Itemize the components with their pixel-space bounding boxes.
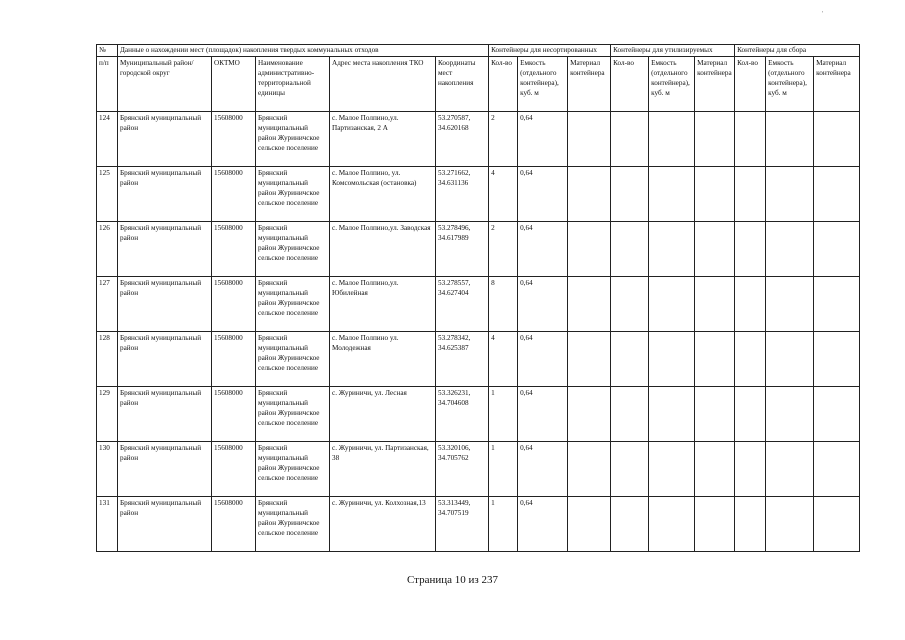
row-number: 128 <box>97 332 118 387</box>
row-collect-count <box>735 497 766 552</box>
row-count: 4 <box>489 332 518 387</box>
row-material <box>568 332 611 387</box>
row-material <box>568 497 611 552</box>
row-oktmo: 15608000 <box>212 112 256 167</box>
row-oktmo: 15608000 <box>212 277 256 332</box>
row-collect-material <box>814 112 860 167</box>
row-material <box>568 222 611 277</box>
row-recycle-material <box>695 442 735 497</box>
row-collect-count <box>735 167 766 222</box>
row-recycle-material <box>695 277 735 332</box>
row-capacity: 0,64 <box>518 222 568 277</box>
row-recycle-capacity <box>649 222 695 277</box>
row-recycle-count <box>611 112 649 167</box>
row-oktmo: 15608000 <box>212 387 256 442</box>
header-group-data: Данные о нахождении мест (площадок) накопления твердых коммунальных отходов <box>118 45 489 57</box>
row-recycle-capacity <box>649 112 695 167</box>
header-capacity: Емкость (отдельного контейнера), куб. м <box>518 57 568 112</box>
row-collect-material <box>814 332 860 387</box>
row-material <box>568 167 611 222</box>
row-collect-material <box>814 222 860 277</box>
row-oktmo: 15608000 <box>212 332 256 387</box>
row-number: 131 <box>97 497 118 552</box>
row-oktmo: 15608000 <box>212 497 256 552</box>
row-count: 2 <box>489 222 518 277</box>
row-count: 1 <box>489 387 518 442</box>
table-row <box>97 497 860 552</box>
row-collect-material <box>814 442 860 497</box>
row-recycle-count <box>611 277 649 332</box>
row-collect-count <box>735 277 766 332</box>
row-recycle-count <box>611 497 649 552</box>
row-count: 1 <box>489 497 518 552</box>
header-capacity: Емкость (отдельного контейнера), куб. м <box>649 57 695 112</box>
header-municipal: Муниципальный район/городской округ <box>118 57 212 112</box>
row-collect-capacity <box>766 222 814 277</box>
row-recycle-material <box>695 167 735 222</box>
row-address: с. Малое Полпино,ул. Юбилейная <box>330 277 436 332</box>
row-collect-capacity <box>766 387 814 442</box>
row-admin-unit: Брянский муниципальный район Журиничское сельское поселение <box>256 332 330 387</box>
table-row <box>97 222 860 277</box>
row-recycle-material <box>695 332 735 387</box>
header-group-recycle: Контейнеры для утилизируемых <box>611 45 735 57</box>
row-address: с. Малое Полпино, ул. Комсомольская (остановка) <box>330 167 436 222</box>
table-row <box>97 332 860 387</box>
header-admin-unit: Наименование административно-территориальной единицы <box>256 57 330 112</box>
row-collect-capacity <box>766 112 814 167</box>
row-oktmo: 15608000 <box>212 222 256 277</box>
row-collect-count <box>735 112 766 167</box>
row-oktmo: 15608000 <box>212 442 256 497</box>
row-admin-unit: Брянский муниципальный район Журиничское сельское поселение <box>256 167 330 222</box>
row-count: 4 <box>489 167 518 222</box>
header-material: Материал контейнера <box>814 57 860 112</box>
row-collect-count <box>735 332 766 387</box>
row-recycle-count <box>611 387 649 442</box>
page-number: Страница 10 из 237 <box>406 574 499 586</box>
row-capacity: 0,64 <box>518 332 568 387</box>
row-collect-capacity <box>766 442 814 497</box>
row-address: с. Малое Полпино,ул. Партизанская, 2 А <box>330 112 436 167</box>
row-count: 8 <box>489 277 518 332</box>
row-oktmo: 15608000 <box>212 167 256 222</box>
row-address: с. Журиничи, ул. Лесная <box>330 387 436 442</box>
row-coordinates: 53.278557, 34.627404 <box>436 277 489 332</box>
table-row <box>97 112 860 167</box>
row-admin-unit: Брянский муниципальный район Журиничское сельское поселение <box>256 222 330 277</box>
row-recycle-count <box>611 222 649 277</box>
row-collect-count <box>735 387 766 442</box>
header-row-2 <box>97 57 860 112</box>
row-admin-unit: Брянский муниципальный район Журиничское сельское поселение <box>256 442 330 497</box>
row-material <box>568 387 611 442</box>
row-recycle-capacity <box>649 442 695 497</box>
waste-sites-table <box>96 44 860 552</box>
table-row <box>97 277 860 332</box>
row-number: 126 <box>97 222 118 277</box>
row-admin-unit: Брянский муниципальный район Журиничское сельское поселение <box>256 277 330 332</box>
header-material: Материал контейнера <box>568 57 611 112</box>
row-recycle-capacity <box>649 497 695 552</box>
row-collect-capacity <box>766 167 814 222</box>
row-coordinates: 53.278496, 34.617989 <box>436 222 489 277</box>
row-coordinates: 53.326231, 34.704608 <box>436 387 489 442</box>
header-group-collect: Контейнеры для сбора <box>735 45 860 57</box>
header-material: Материал контейнера <box>695 57 735 112</box>
row-capacity: 0,64 <box>518 277 568 332</box>
row-collect-capacity <box>766 497 814 552</box>
row-district: Брянский муниципальный район <box>118 332 212 387</box>
row-recycle-count <box>611 442 649 497</box>
row-number: 130 <box>97 442 118 497</box>
header-count: Кол-во <box>611 57 649 112</box>
corner-mark: ' <box>822 10 824 18</box>
row-recycle-capacity <box>649 277 695 332</box>
row-coordinates: 53.271662, 34.631136 <box>436 167 489 222</box>
row-district: Брянский муниципальный район <box>118 497 212 552</box>
header-oktmo: ОКТМО <box>212 57 256 112</box>
row-number: 125 <box>97 167 118 222</box>
row-material <box>568 277 611 332</box>
row-material <box>568 112 611 167</box>
header-np: п/п <box>97 57 118 112</box>
table-row <box>97 167 860 222</box>
row-recycle-material <box>695 222 735 277</box>
row-district: Брянский муниципальный район <box>118 387 212 442</box>
row-district: Брянский муниципальный район <box>118 442 212 497</box>
header-capacity: Емкость (отдельного контейнера), куб. м <box>766 57 814 112</box>
row-material <box>568 442 611 497</box>
row-coordinates: 53.320106, 34.705762 <box>436 442 489 497</box>
row-count: 1 <box>489 442 518 497</box>
row-collect-capacity <box>766 332 814 387</box>
header-address: Адрес места накопления ТКО <box>330 57 436 112</box>
row-admin-unit: Брянский муниципальный район Журиничское сельское поселение <box>256 387 330 442</box>
row-number: 124 <box>97 112 118 167</box>
row-admin-unit: Брянский муниципальный район Журиничское сельское поселение <box>256 112 330 167</box>
row-coordinates: 53.270587, 34.620168 <box>436 112 489 167</box>
row-recycle-material <box>695 497 735 552</box>
row-coordinates: 53.278342, 34.625387 <box>436 332 489 387</box>
row-address: с. Малое Полпино ул. Молодежная <box>330 332 436 387</box>
row-collect-material <box>814 277 860 332</box>
row-number: 129 <box>97 387 118 442</box>
header-count: Кол-во <box>489 57 518 112</box>
table-row <box>97 387 860 442</box>
row-collect-count <box>735 442 766 497</box>
row-address: с. Журиничи, ул. Колхозная,13 <box>330 497 436 552</box>
row-recycle-capacity <box>649 332 695 387</box>
row-collect-material <box>814 497 860 552</box>
row-coordinates: 53.313449, 34.707519 <box>436 497 489 552</box>
row-address: с. Журиничи, ул. Партизанская, 38 <box>330 442 436 497</box>
row-address: с. Малое Полпино,ул. Заводская <box>330 222 436 277</box>
header-coords: Координаты мест накопления <box>436 57 489 112</box>
row-recycle-material <box>695 112 735 167</box>
row-recycle-count <box>611 332 649 387</box>
row-district: Брянский муниципальный район <box>118 167 212 222</box>
row-collect-capacity <box>766 277 814 332</box>
row-capacity: 0,64 <box>518 442 568 497</box>
row-collect-material <box>814 387 860 442</box>
row-capacity: 0,64 <box>518 497 568 552</box>
row-count: 2 <box>489 112 518 167</box>
row-recycle-count <box>611 167 649 222</box>
row-admin-unit: Брянский муниципальный район Журиничское сельское поселение <box>256 497 330 552</box>
row-district: Брянский муниципальный район <box>118 112 212 167</box>
row-recycle-material <box>695 387 735 442</box>
row-recycle-capacity <box>649 387 695 442</box>
header-num: № <box>97 45 118 57</box>
row-collect-material <box>814 167 860 222</box>
header-group-unsorted: Контейнеры для несортированных <box>489 45 611 57</box>
row-district: Брянский муниципальный район <box>118 277 212 332</box>
header-count: Кол-во <box>735 57 766 112</box>
row-recycle-capacity <box>649 167 695 222</box>
table-row <box>97 442 860 497</box>
row-district: Брянский муниципальный район <box>118 222 212 277</box>
row-capacity: 0,64 <box>518 167 568 222</box>
row-number: 127 <box>97 277 118 332</box>
row-capacity: 0,64 <box>518 387 568 442</box>
row-capacity: 0,64 <box>518 112 568 167</box>
header-row-1 <box>97 45 860 57</box>
row-collect-count <box>735 222 766 277</box>
